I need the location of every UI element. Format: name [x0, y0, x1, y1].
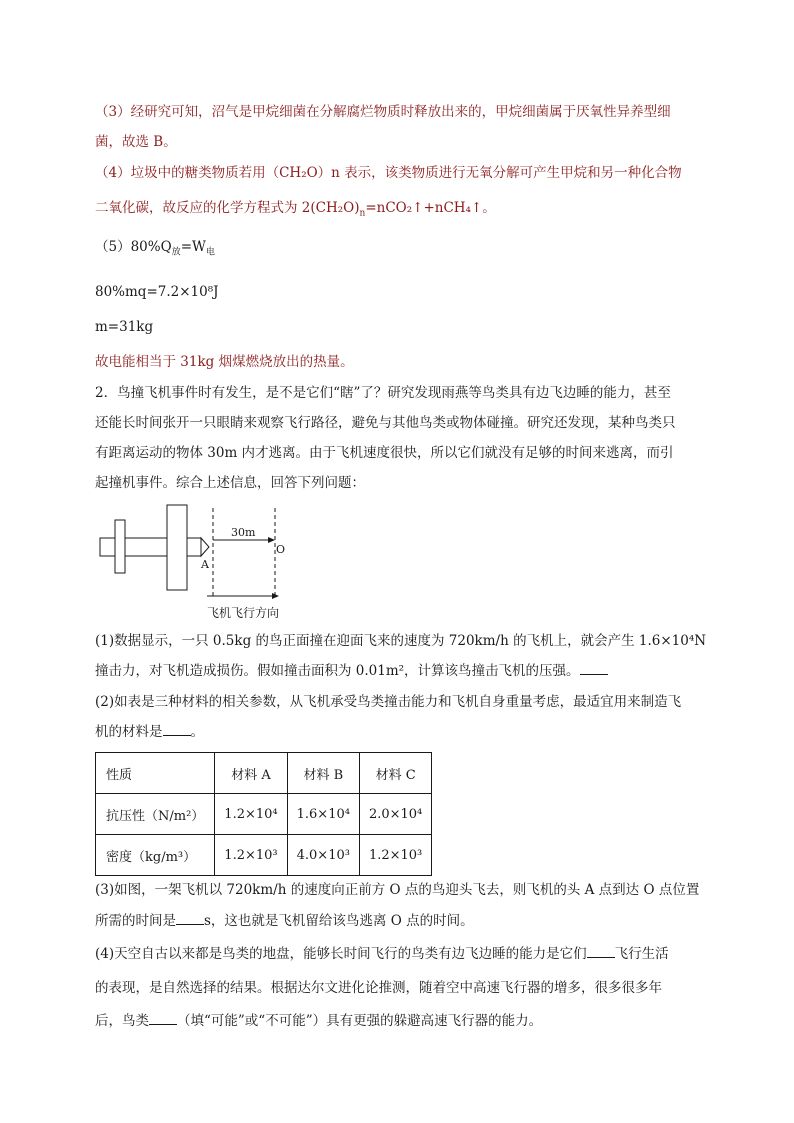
solution-3-line1: （3）经研究可知，沼气是甲烷细菌在分解腐烂物质时释放出来的，甲烷细菌属于厌氧性异养型细: [95, 104, 671, 120]
q2-3-text: 所需的时间是: [95, 913, 176, 929]
table-header: 材料 A: [215, 753, 287, 794]
q2-2-text: 机的材料是: [95, 724, 163, 740]
solution-5-eq: =W: [180, 239, 206, 255]
w-subscript: 电: [205, 247, 215, 258]
distance-arrowhead: [268, 537, 275, 543]
solution-4-line2: [95, 198, 496, 218]
solution-4-prefix: 二氧化碳，故反应的化学方程式为 2: [95, 200, 311, 216]
table-cell: 抗压性（N/m²）: [96, 794, 215, 835]
formula-group: (CH₂O): [310, 200, 360, 216]
q2-intro-line2: 还能长时间张开一只眼睛来观察飞行路径，避免与其他鸟类或物体碰撞。研究还发现，某种鸟类只: [95, 415, 676, 431]
table-row: [96, 835, 432, 876]
airplane-nose: [201, 538, 209, 556]
table-header-row: [96, 753, 432, 794]
q-subscript: 放: [171, 247, 181, 258]
q2-intro-line1: 2．鸟撞飞机事件时有发生，是不是它们“瞎”了？研究发现雨燕等鸟类具有边飞边睡的能力，甚至: [95, 385, 671, 401]
table-cell: 1.2×10⁴: [215, 794, 287, 835]
q2-3-line2: [95, 911, 474, 931]
fuselage-rear: [125, 538, 167, 556]
table-cell: 密度（kg/m³）: [96, 835, 215, 876]
q2-1-text: 撞击力，对飞机造成损伤。假如撞击面积为 0.01m²，计算该鸟撞击飞机的压强。: [95, 663, 580, 679]
q2-4-line3: [95, 1011, 542, 1031]
solution-5-line3: m=31kg: [95, 319, 154, 335]
table-row: [96, 794, 432, 835]
table-header: 材料 B: [287, 753, 359, 794]
q2-3-end: s，这也就是飞机留给该鸟逃离 O 点的时间。: [204, 913, 474, 929]
q2-4-line2: 的表现，是自然选择的结果。根据达尔文进化论推测，随着空中高速飞行器的增多，很多很多年: [95, 980, 662, 996]
q2-4-line1: [95, 944, 669, 964]
flight-direction-label: 飞机飞行方向: [207, 606, 280, 620]
answer-blank: [149, 1012, 177, 1025]
solution-5-label: （5）80%Q: [95, 239, 172, 255]
table-cell: 1.2×10³: [215, 835, 287, 876]
tail-wing: [115, 520, 125, 573]
formula-subscript: n: [359, 208, 366, 219]
q2-1-line2: [95, 661, 608, 681]
q2-intro-line3: 有距离运动的物体 30m 内才逃离。由于飞机速度很快，所以它们就没有足够的时间来逃离，而引: [95, 445, 674, 461]
distance-label: 30m: [231, 526, 256, 539]
tail-end: [100, 538, 115, 556]
q2-2-line2: [95, 722, 204, 742]
solution-5-conclusion: 故电能相当于 31kg 烟煤燃烧放出的热量。: [95, 354, 354, 370]
answer-blank: [580, 662, 608, 675]
answer-blank: [587, 945, 615, 958]
solution-3-line2: 菌，故选 B。: [95, 134, 177, 150]
answer-blank: [163, 723, 191, 736]
q2-4-text-b: 飞行生活: [614, 946, 669, 962]
table-cell: 1.6×10⁴: [287, 794, 359, 835]
q2-intro-line4: 起撞机事件。综合上述信息，回答下列问题：: [95, 475, 365, 491]
q2-4-text-d: （填“可能”或“不可能”）具有更强的躲避高速飞行器的能力。: [177, 1013, 543, 1029]
solution-5-line2: 80%mq=7.2×10⁸J: [95, 284, 219, 300]
q2-4-text-a: (4)天空自古以来都是鸟类的地盘，能够长时间飞行的鸟类有边飞边睡的能力是它们: [95, 946, 587, 962]
q2-2-line1: (2)如表是三种材料的相关参数，从飞机承受鸟类撞击能力和飞机自身重量考虑，最适宜用来制造飞: [95, 694, 682, 710]
table-cell: 2.0×10⁴: [359, 794, 431, 835]
q2-4-text-c: 后，鸟类: [95, 1013, 149, 1029]
answer-blank: [176, 912, 204, 925]
table-header: 材料 C: [359, 753, 431, 794]
main-wing: [167, 505, 187, 590]
formula-rest: =nCO₂↑+nCH₄↑。: [365, 200, 496, 216]
table-cell: 4.0×10³: [287, 835, 359, 876]
table-header: 性质: [96, 753, 215, 794]
solution-4-line1: （4）垃圾中的糖类物质若用（CH₂O）n 表示，该类物质进行无氧分解可产生甲烷和另一种化合物: [95, 165, 682, 181]
table-cell: 1.2×10³: [359, 835, 431, 876]
q2-3-line1: (3)如图，一架飞机以 720km/h 的速度向正前方 O 点的鸟迎头飞去，则飞机的头 A 点到达 O 点位置: [95, 882, 700, 898]
q2-2-end: 。: [190, 724, 204, 740]
fuselage-front: [187, 538, 201, 556]
point-a-label: A: [201, 558, 209, 571]
point-o-label: O: [276, 543, 286, 556]
airplane-diagram: [95, 500, 325, 625]
q2-1-line1: (1)数据显示，一只 0.5kg 的鸟正面撞在迎面飞来的速度为 720km/h 的飞机上，就会产生 1.6×10⁴N: [95, 633, 707, 649]
materials-table: [95, 752, 432, 876]
solution-5-line1: [95, 237, 215, 257]
